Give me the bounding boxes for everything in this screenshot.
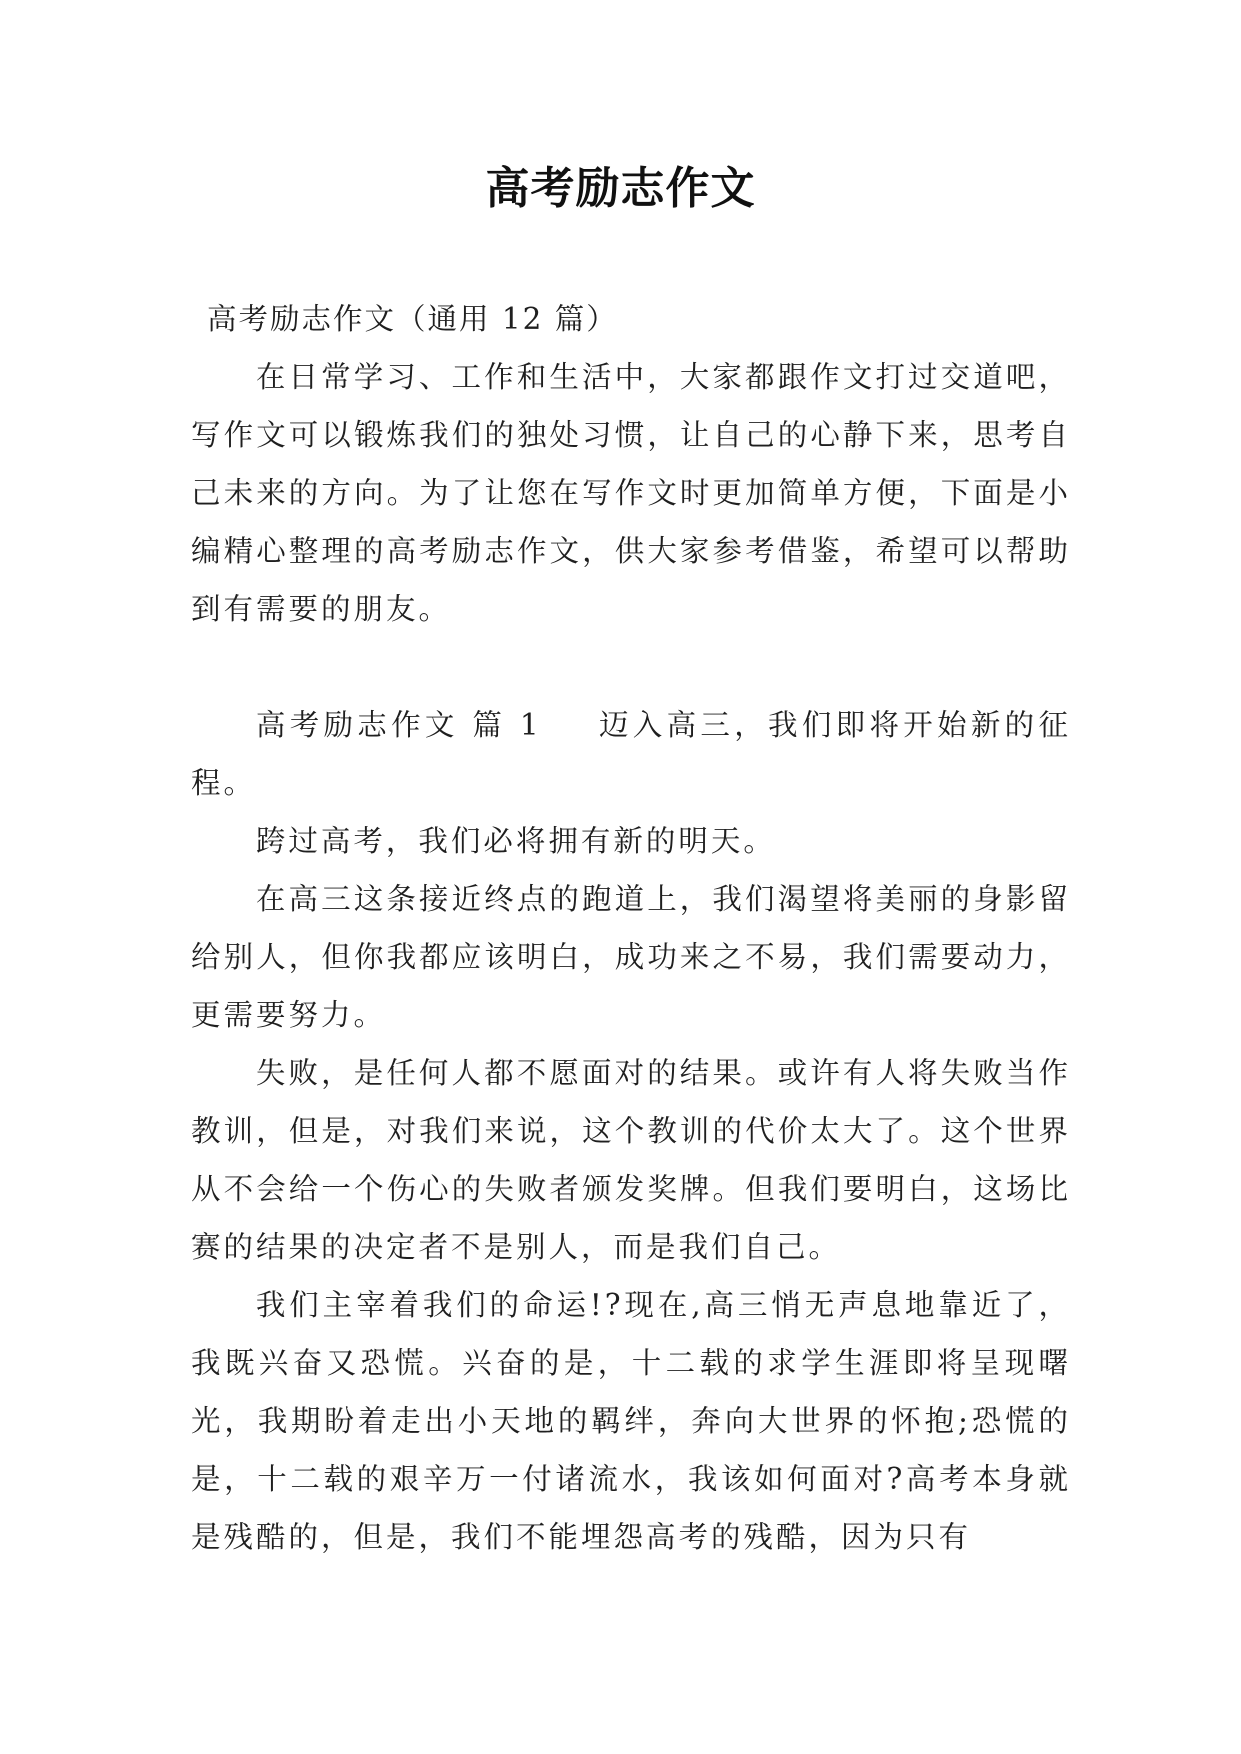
document-subtitle: 高考励志作文（通用 12 篇） [207,302,618,336]
body-paragraph: 失败，是任何人都不愿面对的结果。或许有人将失败当作教训，但是，对我们来说，这个教训的代价太大了。这个世界从不会给一个伤心的失败者颁发奖牌。但我们要明白，这场比赛的结果的决定者不是别人，而是我们自己。 [191,1056,1071,1264]
section-gap [191,638,1071,696]
chapter-1-heading: 高考励志作文 篇 1 [255,708,542,742]
body-paragraph: 跨过高考，我们必将拥有新的明天。 [255,824,776,858]
chapter-1-opening [191,696,1071,812]
chapter-1-first-line: 迈入高三，我们即将开始新的征程。 [191,708,1071,800]
intro-paragraph: 在日常学习、工作和生活中，大家都跟作文打过交道吧，写作文可以锻炼我们的独处习惯，让自己的心静下来，思考自己未来的方向。为了让您在写作文时更加简单方便，下面是小编精心整理的高考励志作文，供大家参考借鉴，希望可以帮助到有需要的朋友。 [191,360,1071,626]
body-paragraph: 我们主宰着我们的命运!?现在,高三悄无声息地靠近了，我既兴奋又恐慌。兴奋的是，十二载的求学生涯即将呈现曙光，我期盼着走出小天地的羁绊，奔向大世界的怀抱;恐慌的是，十二载的艰辛万一付诸流水，我该如何面对?高考本身就是残酷的，但是，我们不能埋怨高考的残酷，因为只有 [191,1288,1071,1554]
body-paragraph: 在高三这条接近终点的跑道上，我们渴望将美丽的身影留给别人，但你我都应该明白，成功来之不易，我们需要动力，更需要努力。 [191,882,1071,1032]
document-body [191,290,1071,1566]
document-title: 高考励志作文 [485,163,756,214]
